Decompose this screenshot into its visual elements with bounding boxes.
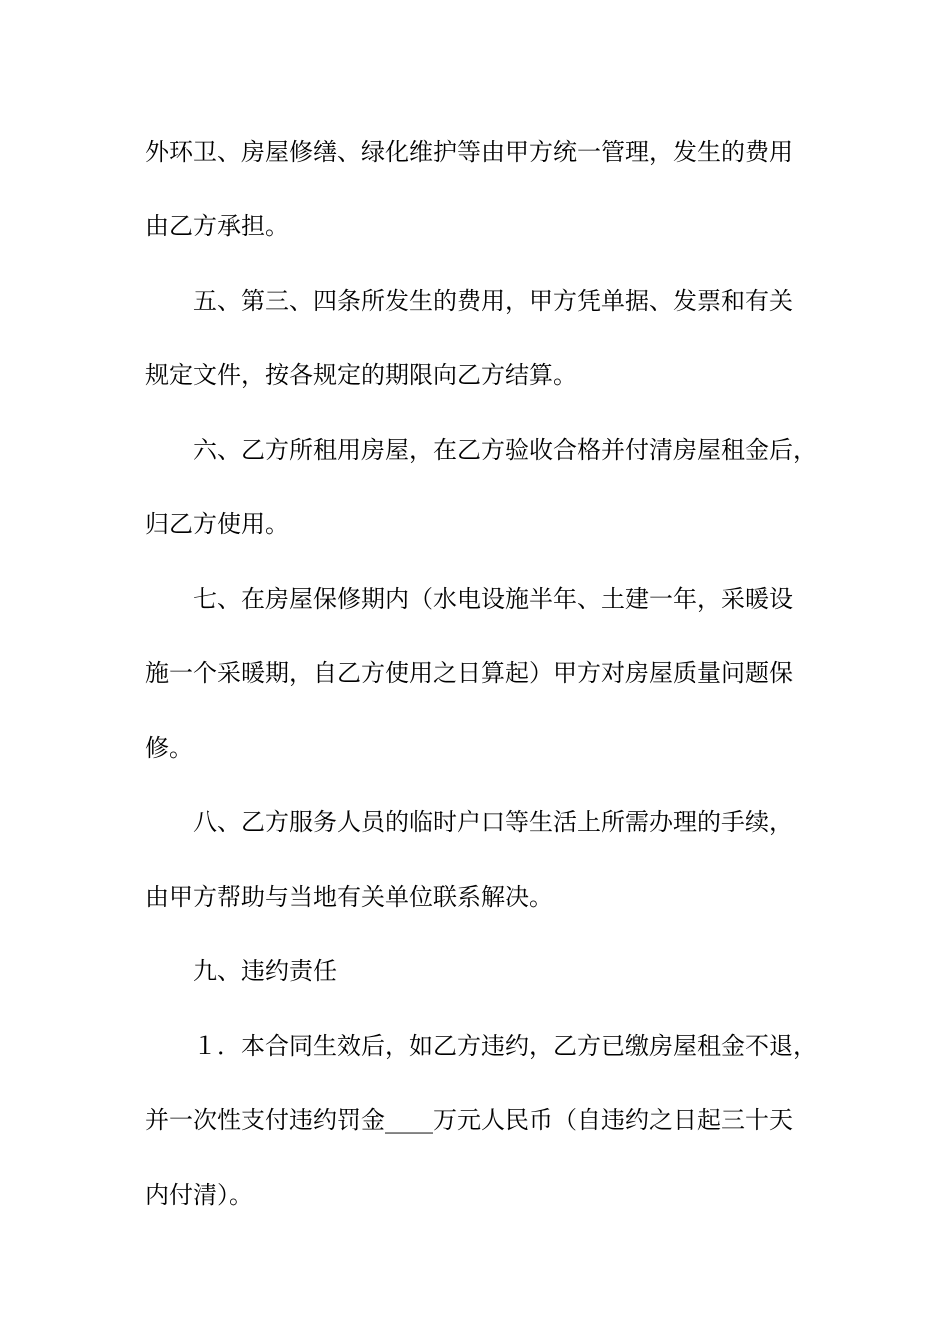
clause-one: １．本合同生效后，如乙方违约，乙方已缴房屋租金不退，: [193, 1032, 817, 1060]
paragraph-six: 六、乙方所租用房屋，在乙方验收合格并付清房屋租金后，: [193, 436, 817, 464]
text-line: 修。: [145, 734, 193, 762]
text-line: 施一个采暖期，自乙方使用之日算起）甲方对房屋质量问题保: [145, 659, 793, 687]
text-line: 外环卫、房屋修缮、绿化维护等由甲方统一管理，发生的费用: [145, 138, 793, 166]
section-heading-nine: 九、违约责任: [193, 957, 337, 985]
paragraph-eight: 八、乙方服务人员的临时户口等生活上所需办理的手续，: [193, 808, 793, 836]
text-line: 由乙方承担。: [145, 212, 289, 240]
text-line: 内付清）。: [145, 1181, 253, 1209]
text-line: 并一次性支付违约罚金____万元人民币（自违约之日起三十天: [145, 1106, 793, 1134]
text-line: 由甲方帮助与当地有关单位联系解决。: [145, 883, 553, 911]
text-line: 规定文件，按各规定的期限向乙方结算。: [145, 361, 577, 389]
paragraph-five: 五、第三、四条所发生的费用，甲方凭单据、发票和有关: [193, 287, 793, 315]
text-line: 归乙方使用。: [145, 510, 289, 538]
paragraph-seven: 七、在房屋保修期内（水电设施半年、土建一年，采暖设: [193, 585, 793, 613]
